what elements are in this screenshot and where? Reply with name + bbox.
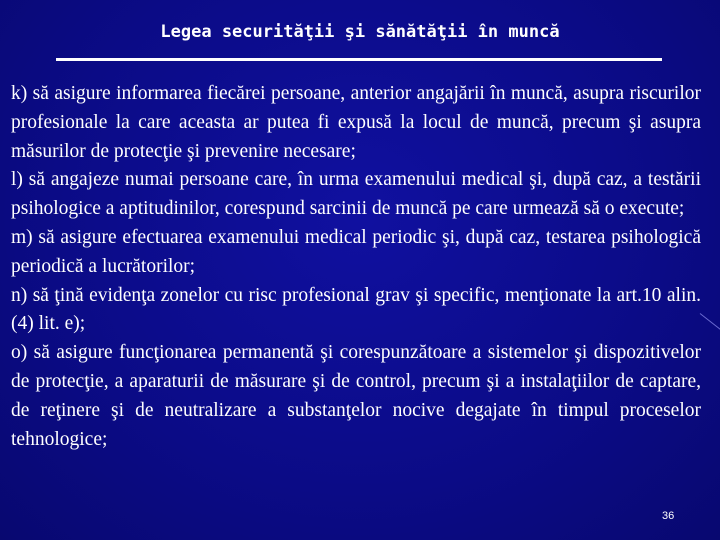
paragraph-n: n) să ţină evidenţa zonelor cu risc profesional grav şi specific, menţionate la art.10 alin. (4) lit. e); (11, 284, 701, 335)
paragraph-o: o) să asigure funcţionarea permanentă şi corespunzătoare a sistemelor şi dispozitivelor de protecţie, a aparaturii de măsurare şi de control, precum şi a instalaţiilor de captare, de reţinere şi de neutralizare a substanţelor nocive degajate în timpul proceselor tehnologice; (11, 342, 701, 450)
decorative-line (700, 313, 720, 330)
paragraph-m: m) să asigure efectuarea examenului medical periodic şi, după caz, testarea psihologică periodică a lucrătorilor; (11, 226, 701, 277)
title-underline (56, 58, 662, 61)
page-number: 36 (662, 510, 675, 522)
slide-title: Legea securităţii şi sănătăţii în muncă (160, 22, 560, 42)
slide-body (11, 80, 701, 454)
paragraph-l: l) să angajeze numai persoane care, în urma examenului medical şi, după caz, a testării psihologice a aptitudinilor, corespund sarcinii de muncă pe care urmează să o execute; (11, 169, 701, 220)
paragraph-k: k) să asigure informarea fiecărei persoane, anterior angajării în muncă, asupra riscurilor profesionale la care aceasta ar putea fi expusă la locul de muncă, precum şi asupra măsurilor de protecţie şi prevenire necesare; (11, 83, 701, 162)
